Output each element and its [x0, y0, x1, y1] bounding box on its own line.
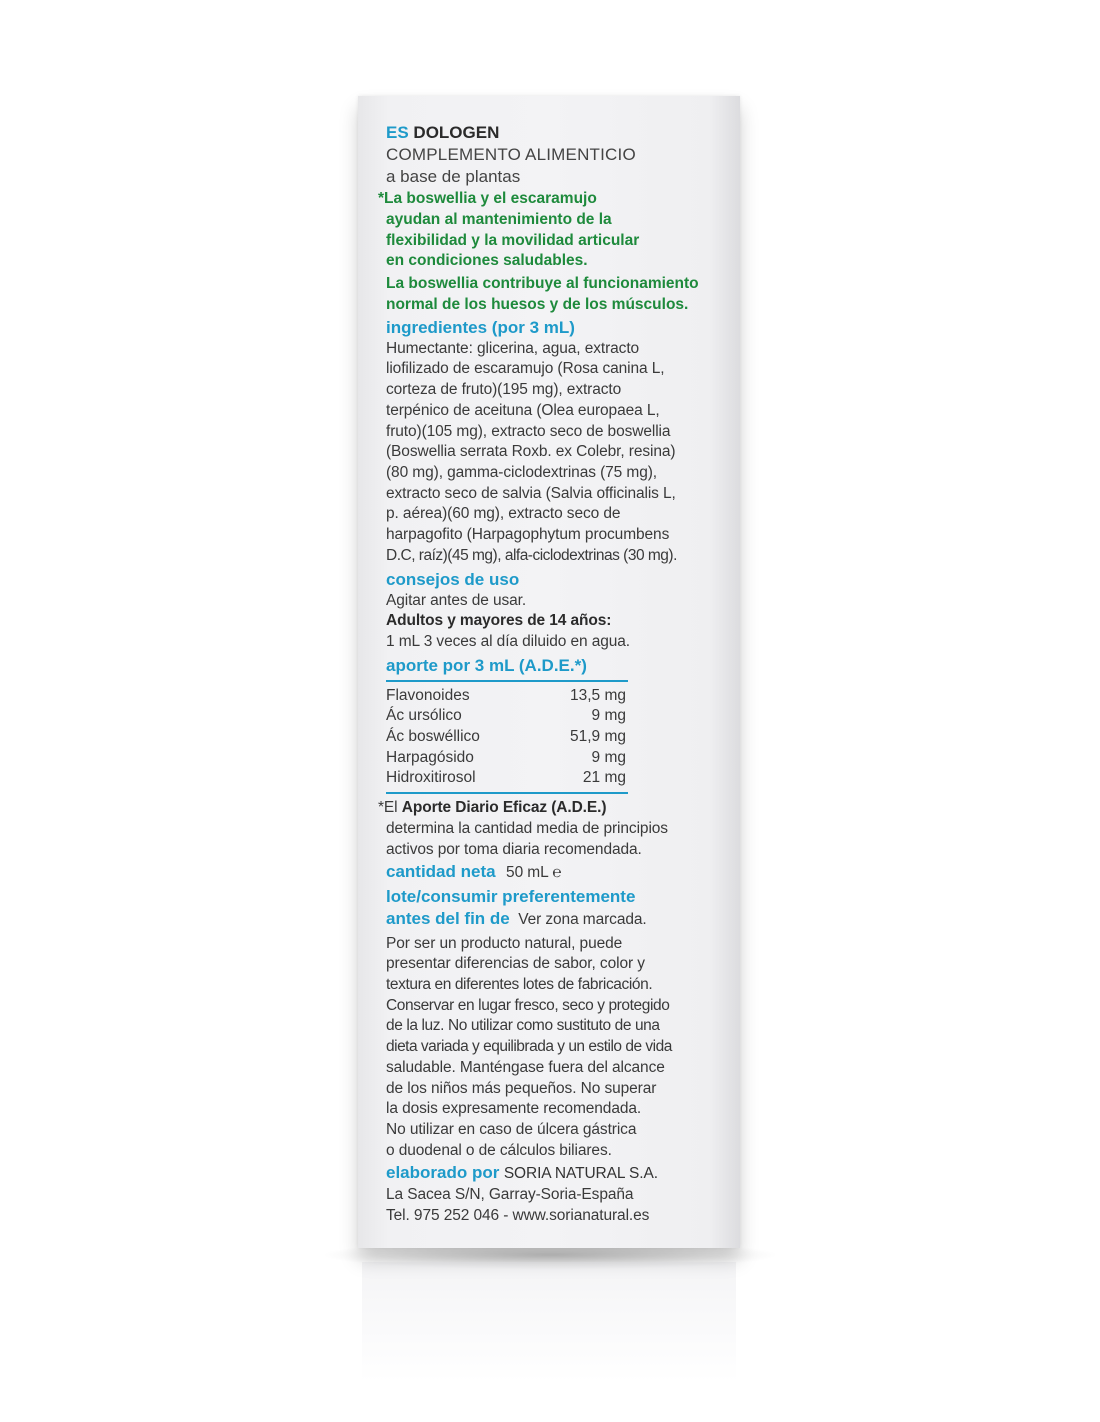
- lot-label1: lote/consumir preferentemente: [386, 886, 636, 906]
- row-name: Ác boswéllico: [386, 728, 480, 746]
- row-value: 21 mg: [582, 769, 626, 787]
- ingredient-line: liofilizado de escaramujo (Rosa canina L,: [386, 360, 665, 378]
- contribution-heading: aporte por 3 mL (A.D.E.*): [386, 655, 587, 675]
- maker-line: [386, 1162, 726, 1185]
- net-quantity: [386, 861, 726, 884]
- maker-name: SORIA NATURAL S.A.: [503, 1165, 658, 1183]
- maker-address: La Sacea S/N, Garray-Soria-España: [386, 1186, 634, 1204]
- ingredient-line: (Boswellia serrata Roxb. ex Colebr, resina): [386, 443, 676, 461]
- maker-contact: Tel. 975 252 046 - www.sorianatural.es: [386, 1206, 650, 1224]
- maker-label: elaborado por: [386, 1163, 500, 1183]
- row-value: 13,5 mg: [569, 686, 626, 704]
- row-value: 9 mg: [591, 748, 626, 766]
- table-row: [386, 686, 628, 707]
- health-claims: [378, 189, 726, 316]
- ade-note-line3: activos por toma diaria recomendada.: [386, 840, 642, 858]
- usage-heading: consejos de uso: [386, 569, 520, 589]
- label-content: [378, 122, 726, 1227]
- claim-line: en condiciones saludables.: [386, 252, 588, 270]
- table-row: [386, 727, 628, 748]
- warning-line: Conservar en lugar fresco, seco y protegido: [386, 996, 670, 1014]
- warning-line: de los niños más pequeños. No superar: [386, 1079, 657, 1097]
- subtitle-line1: COMPLEMENTO ALIMENTICIO: [386, 145, 636, 164]
- lot-value: Ver zona marcada.: [518, 910, 647, 928]
- subtitle-line2: a base de plantas: [386, 167, 521, 186]
- ingredients-heading: ingredientes (por 3 mL): [386, 317, 575, 337]
- row-value: 51,9 mg: [569, 728, 626, 746]
- lang-code: ES: [386, 123, 409, 142]
- warning-line: Por ser un producto natural, puede: [386, 934, 623, 952]
- ade-note-line2: determina la cantidad media de principios: [386, 819, 668, 837]
- warning-line: saludable. Manténgase fuera del alcance: [386, 1058, 665, 1076]
- brand-name: DOLOGEN: [413, 123, 500, 142]
- ade-note: [378, 798, 726, 860]
- warning-line: No utilizar en caso de úlcera gástrica: [386, 1120, 637, 1138]
- warnings: [386, 934, 726, 1162]
- warning-line: o duodenal o de cálculos biliares.: [386, 1141, 612, 1159]
- claim-line: flexibilidad y la movilidad articular: [386, 231, 640, 249]
- lot-label2: antes del fin de: [386, 908, 510, 928]
- lot-line2: [386, 908, 726, 931]
- warning-line: dieta variada y equilibrada y un estilo de vida: [386, 1038, 672, 1056]
- usage-line1: Agitar antes de usar.: [386, 591, 527, 609]
- table-row: [386, 748, 628, 769]
- claim-line: normal de los huesos y de los músculos.: [386, 295, 689, 313]
- net-label: cantidad neta: [386, 862, 496, 882]
- claim-line: ayudan al mantenimiento de la: [386, 210, 612, 228]
- table-row: [386, 768, 628, 789]
- net-value: 50 mL ℮: [506, 864, 562, 882]
- ingredient-line: p. aérea)(60 mg), extracto seco de: [386, 505, 621, 523]
- ingredient-line: extracto seco de salvia (Salvia officinalis L,: [386, 484, 676, 502]
- claim-line: *La boswellia y el escaramujo: [378, 190, 597, 207]
- ingredient-line: Humectante: glicerina, agua, extracto: [386, 339, 640, 357]
- ingredient-line: fruto)(105 mg), extracto seco de boswellia: [386, 422, 671, 440]
- usage-line3: 1 mL 3 veces al día diluido en agua.: [386, 632, 630, 650]
- claim-line: La boswellia contribuye al funcionamiento: [386, 275, 699, 293]
- contribution-table: [386, 680, 628, 795]
- warning-line: presentar diferencias de sabor, color y: [386, 955, 645, 973]
- row-name: Harpagósido: [386, 748, 474, 766]
- ingredient-line: D.C, raíz)(45 mg), alfa-ciclodextrinas (30 mg).: [386, 546, 677, 564]
- ade-note-line1: [378, 798, 726, 819]
- ingredient-line: terpénico de aceituna (Olea europaea L,: [386, 401, 660, 419]
- warning-line: de la luz. No utilizar como sustituto de una: [386, 1017, 660, 1035]
- row-name: Flavonoides: [386, 686, 470, 704]
- ade-prefix: *El: [378, 799, 402, 817]
- usage-line2: Adultos y mayores de 14 años:: [386, 612, 612, 630]
- row-name: Ác ursólico: [386, 707, 462, 725]
- row-name: Hidroxitirosol: [386, 769, 476, 787]
- row-value: 9 mg: [591, 707, 626, 725]
- table-row: [386, 706, 628, 727]
- ingredient-line: corteza de fruto)(195 mg), extracto: [386, 381, 622, 399]
- warning-line: textura en diferentes lotes de fabricación.: [386, 976, 653, 994]
- warning-line: la dosis expresamente recomendada.: [386, 1100, 642, 1118]
- product-title: [386, 122, 726, 144]
- ingredient-line: (80 mg), gamma-ciclodextrinas (75 mg),: [386, 464, 657, 481]
- ingredients-list: [386, 339, 726, 567]
- box-reflection: [362, 1262, 736, 1382]
- ingredient-line: harpagofito (Harpagophytum procumbens: [386, 526, 670, 544]
- ade-bold: Aporte Diario Eficaz (A.D.E.): [401, 799, 607, 817]
